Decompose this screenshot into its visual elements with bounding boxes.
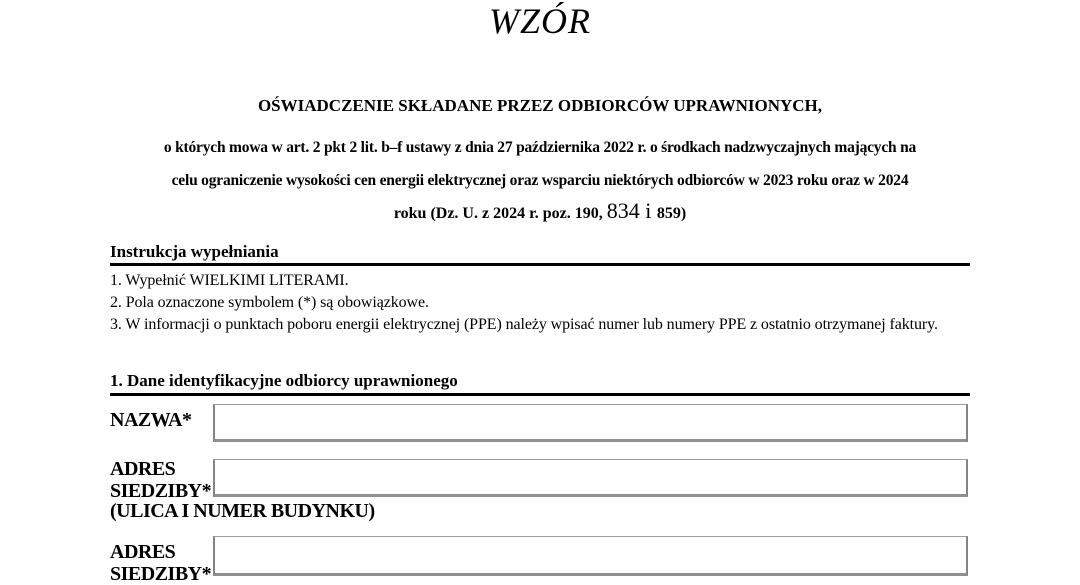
document-subtitle-line-3 (0, 198, 1080, 227)
adres-siedziby-2-input[interactable] (213, 536, 968, 576)
document-title: OŚWIADCZENIE SKŁADANE PRZEZ ODBIORCÓW UPRAWNIONYCH, (257, 96, 823, 115)
legal-reference-suffix: 859) (656, 205, 687, 222)
instructions-title-rule (110, 263, 970, 266)
adres-siedziby-label-line-2: SIEDZIBY* (110, 480, 212, 502)
document-subtitle-line-1: o których mowa w art. 2 pkt 2 lit. b–f ustawy z dnia 27 października 2022 r. o środkach nadzwyczajnych mających na (163, 139, 917, 156)
adres-siedziby-label-line-1: ADRES (110, 458, 176, 480)
adres-siedziby-note: (ULICA I NUMER BUDYNKU) (110, 500, 375, 522)
instructions-list (110, 270, 972, 336)
adres-siedziby-2-label-line-2: SIEDZIBY* (110, 563, 212, 585)
legal-reference-amendment: 834 i (606, 198, 657, 223)
instructions-section-title: Instrukcja wypełniania (110, 242, 279, 261)
instruction-item-2: 2. Pola oznaczone symbolem (*) są obowiązkowe. (110, 294, 429, 311)
section-1-title: 1. Dane identyfikacyjne odbiorcy uprawnionego (110, 371, 458, 390)
document-subtitle-line-2: celu ograniczenie wysokości cen energii elektrycznej oraz wsparciu niektórych odbiorców w 2023 roku oraz w 2024 (171, 172, 909, 189)
specimen-watermark-title: WZÓR (489, 1, 591, 41)
instruction-item-1: 1. Wypełnić WIELKIMI LITERAMI. (110, 272, 349, 289)
nazwa-label: NAZWA* (110, 409, 192, 431)
section-1-title-rule (110, 393, 970, 396)
nazwa-input[interactable] (213, 404, 968, 442)
instruction-item-3: 3. W informacji o punktach poboru energii elektrycznej (PPE) należy wpisać numer lub numery PPE z ostatnio otrzymanej faktury. (110, 316, 938, 333)
adres-siedziby-2-label-line-1: ADRES (110, 541, 176, 563)
adres-siedziby-input[interactable] (213, 459, 968, 497)
legal-reference-prefix: roku (Dz. U. z 2024 r. poz. 190, (393, 205, 607, 222)
